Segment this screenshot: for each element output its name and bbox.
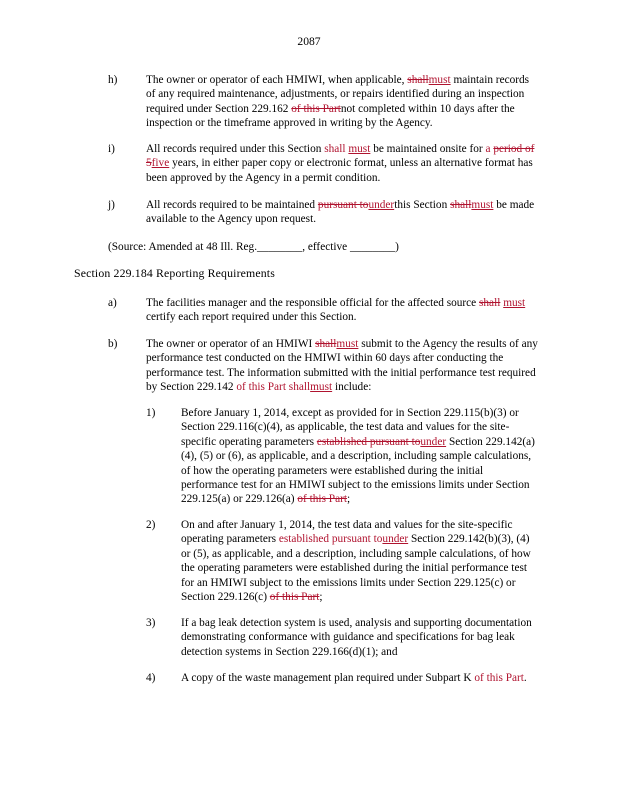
deletion: of this Part [291, 102, 341, 115]
revision-text: established pursuant to [278, 533, 383, 546]
paragraph-a: The facilities manager and the responsible official for the affected source shall must certify each report required under this Section. [146, 297, 526, 324]
deletion: shall [315, 338, 337, 350]
item-label-b2: 2) [146, 519, 156, 531]
insertion: under [420, 435, 447, 448]
item-label-j: j) [108, 199, 115, 211]
paragraph-b: The owner or operator of an HMIWI shallmust submit to the Agency the results of any performance test conducted on the HMIWI within 60 days after conducting the performance test. The information submitted with the initial performance test required by Section 229.142 of this Part shallmust include: [146, 338, 538, 394]
deletion: shall [450, 199, 472, 211]
item-label-b1: 1) [146, 407, 156, 419]
revision-text: of this Part [474, 672, 524, 684]
revision-text: a [485, 143, 491, 155]
deletion: shall [407, 74, 429, 86]
revision-text: of this Part [236, 381, 286, 394]
paragraph-b2: On and after January 1, 2014, the test data and values for the site-specific operating parameters established pursuant tounder Section 229.142(b)(3), (4) or (5), as applicable, and a description, including sample calculations, of how the operating parameters were established during the initial performance test for an HMIWI subject to the emissions limits under Section 229.125(c) or Section 229.126(c) of this Part; [181, 519, 531, 604]
deletion: pursuant to [317, 199, 369, 211]
paragraph-b3: If a bag leak detection system is used, analysis and supporting documentation demonstrating conformance with guidance and specifications for bag leak detection systems in Section 229.166(d)(1); and [181, 617, 532, 658]
paragraph-h: The owner or operator of each HMIWI, when applicable, shallmust maintain records of any required maintenance, adjustments, or repairs identified during an inspection required under Section 229.162 of this Partnot completed within 10 days after the inspection or the timeframe approved in writing by the Agency. [146, 74, 530, 130]
insertion: must [336, 338, 359, 350]
deletion: shall [479, 297, 501, 309]
insertion: must [428, 74, 451, 86]
deletion: established pursuant to [316, 435, 421, 448]
item-label-a: a) [108, 297, 117, 309]
source-note: (Source: Amended at 48 Ill. Reg.________, effective ________) [108, 241, 399, 253]
insertion: must [348, 143, 371, 155]
deletion: of this Part [269, 591, 320, 604]
paragraph-i: All records required under this Section shall must be maintained onsite for a period of 5five years, in either paper copy or electronic format, unless an alternative format has been approved by the Agency in a permit condition. [146, 143, 535, 184]
section-heading: Section 229.184 Reporting Requirements [74, 266, 275, 280]
insertion: five [151, 157, 170, 170]
page-number: 2087 [297, 35, 321, 48]
paragraph-b4: A copy of the waste management plan required under Subpart K of this Part. [181, 672, 527, 684]
item-label-h: h) [108, 74, 118, 86]
item-label-b: b) [108, 338, 118, 350]
item-label-b4: 4) [146, 672, 156, 684]
deletion: period of 5 [146, 143, 535, 170]
revision-text: shall [288, 381, 311, 394]
item-label-i: i) [108, 143, 115, 155]
insertion: under [382, 533, 409, 546]
insertion: under [368, 199, 395, 211]
insertion: must [471, 199, 494, 211]
insertion: must [503, 297, 526, 309]
paragraph-j: All records required to be maintained pursuant tounderthis Section shallmust be made available to the Agency upon request. [146, 199, 535, 226]
revision-text: shall [324, 143, 346, 155]
item-label-b3: 3) [146, 617, 156, 629]
paragraph-b1: Before January 1, 2014, except as provided for in Section 229.115(b)(3) or Section 229.116(c)(4), as applicable, the test data and values for the site-specific operating parameters established pursuant tounder Section 229.142(a)(4), (5) or (6), as applicable, and a description, including sample calculations, of how the operating parameters were established during the initial performance test for an HMIWI subject to the emissions limits under Section 229.125(a) or 229.126(a) of this Part; [181, 407, 535, 506]
deletion: of this Part [297, 493, 347, 506]
insertion: must [310, 381, 333, 394]
